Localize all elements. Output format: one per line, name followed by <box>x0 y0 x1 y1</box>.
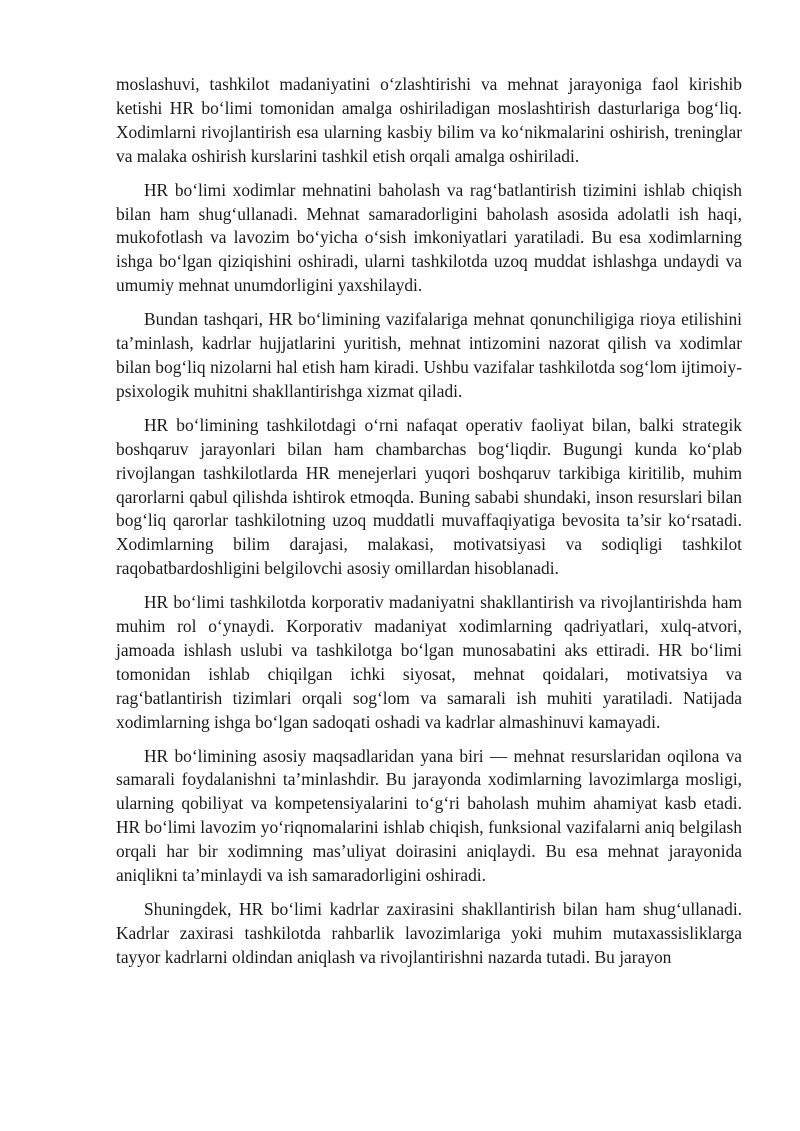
paragraph: HR bo‘limi tashkilotda korporativ madaniyatni shakllantirish va rivojlantirishda ham muhim rol o‘ynaydi. Korporativ madaniyat xodimlarning qadriyatlari, xulq-atvori, jamoada ishlash uslubi va tashkilotga bo‘lgan munosabatini aks ettiradi. HR bo‘limi tomonidan ishlab chiqilgan ichki siyosat, mehnat qoidalari, motivatsiya va rag‘batlantirish tizimlari orqali sog‘lom va samarali ish muhiti yaratiladi. Natijada xodimlarning ishga bo‘lgan sadoqati oshadi va kadrlar almashinuvi kamayadi. <box>116 592 742 732</box>
document-body <box>116 73 742 980</box>
paragraph: HR bo‘limining tashkilotdagi o‘rni nafaqat operativ faoliyat bilan, balki strategik boshqaruv jarayonlari bilan ham chambarchas bog‘liqdir. Bugungi kunda ko‘plab rivojlangan tashkilotlarda HR menejerlari yuqori boshqaruv tarkibiga kiritilib, muhim qarorlarni qabul qilishda ishtirok etmoqda. Buning sababi shundaki, inson resurslari bilan bog‘liq qarorlar tashkilotning uzoq muddatli muvaffaqiyatiga bevosita ta’sir ko‘rsatadi. Xodimlarning bilim darajasi, malakasi, motivatsiyasi va sodiqligi tashkilot raqobatbardoshligini belgilovchi asosiy omillardan hisoblanadi. <box>116 414 742 579</box>
paragraph: Shuningdek, HR bo‘limi kadrlar zaxirasini shakllantirish bilan ham shug‘ullanadi. Kadrlar zaxirasi tashkilotda rahbarlik lavozimlariga yoki muhim mutaxassisliklarga tayyor kadrlarni oldindan aniqlash va rivojlantirishni nazarda tutadi. Bu jarayon <box>116 899 742 967</box>
paragraph-continuation: moslashuvi, tashkilot madaniyatini o‘zlashtirishi va mehnat jarayoniga faol kirishib ketishi HR bo‘limi tomonidan amalga oshiriladigan moslashtirish dasturlariga bog‘liq. Xodimlarni rivojlantirish esa ularning kasbiy bilim va ko‘nikmalarini oshirish, treninglar va malaka oshirish kurslarini tashkil etish orqali amalga oshiriladi. <box>116 74 742 166</box>
paragraph: HR bo‘limi xodimlar mehnatini baholash va rag‘batlantirish tizimini ishlab chiqish bilan ham shug‘ullanadi. Mehnat samaradorligini baholash asosida adolatli ish haqi, mukofotlash va lavozim bo‘yicha o‘sish imkoniyatlari yaratiladi. Bu esa xodimlarning ishga bo‘lgan qiziqishini oshiradi, ularni tashkilotda uzoq muddat ishlashga undaydi va umumiy mehnat unumdorligini yaxshilaydi. <box>116 179 742 296</box>
paragraph: Bundan tashqari, HR bo‘limining vazifalariga mehnat qonunchiligiga rioya etilishini ta’minlash, kadrlar hujjatlarini yuritish, mehnat intizomini nazorat qilish va xodimlar bilan bog‘liq nizolarni hal etish ham kiradi. Ushbu vazifalar tashkilotda sog‘lom ijtimoiy-psixologik muhitni shakllantirishga xizmat qiladi. <box>116 309 742 401</box>
paragraph: HR bo‘limining asosiy maqsadlaridan yana biri — mehnat resurslaridan oqilona va samarali foydalanishni ta’minlashdir. Bu jarayonda xodimlarning lavozimlarga mosligi, ularning qobiliyat va kompetensiyalarini to‘g‘ri baholash muhim ahamiyat kasb etadi. HR bo‘limi lavozim yo‘riqnomalarini ishlab chiqish, funksional vazifalarni aniq belgilash orqali har bir xodimning mas’uliyat doirasini aniqlaydi. Bu esa mehnat jarayonida aniqlikni ta’minlaydi va ish samaradorligini oshiradi. <box>116 745 742 886</box>
